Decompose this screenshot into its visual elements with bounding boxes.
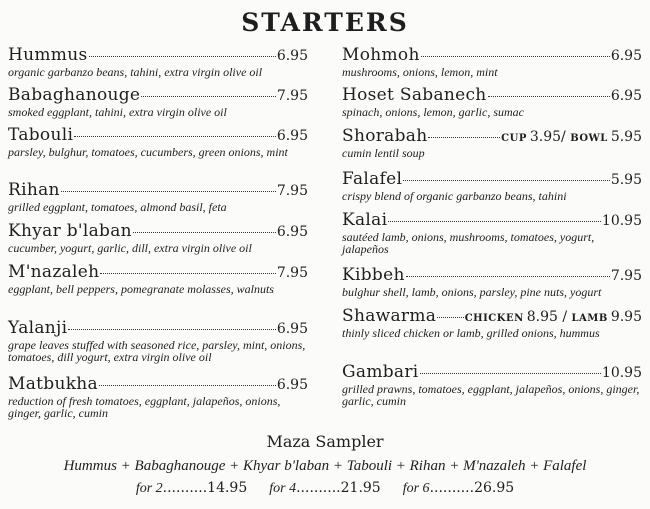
menu-item-header bbox=[342, 45, 642, 65]
menu-item bbox=[8, 262, 308, 295]
dot-leader bbox=[99, 385, 276, 386]
item-name: Hummus bbox=[8, 45, 88, 65]
item-description: eggplant, bell peppers, pomegranate molasses, walnuts bbox=[8, 282, 274, 296]
item-name: Kalai bbox=[342, 210, 388, 230]
menu-item bbox=[8, 318, 308, 363]
item-description: smoked eggplant, tahini, extra virgin olive oil bbox=[8, 105, 227, 119]
item-description: parsley, bulghur, tomatoes, cucumbers, green onions, mint bbox=[8, 145, 288, 159]
menu-item bbox=[342, 45, 642, 78]
item-price: 6.95 bbox=[276, 48, 308, 64]
item-description: grilled eggplant, tomatoes, almond basil, feta bbox=[8, 200, 227, 214]
item-description: organic garbanzo beans, tahini, extra virgin olive oil bbox=[8, 65, 263, 79]
dot-leader bbox=[74, 136, 276, 137]
item-name: M'nazaleh bbox=[8, 262, 100, 282]
sampler-prices bbox=[0, 480, 650, 497]
item-price: 5.95 bbox=[610, 172, 642, 188]
menu-item bbox=[342, 169, 642, 202]
item-price: 6.95 bbox=[276, 377, 308, 393]
item-price: 7.95 bbox=[276, 88, 308, 104]
dot-leader bbox=[61, 191, 276, 192]
dot-leader bbox=[420, 373, 601, 374]
dot-leader bbox=[133, 232, 276, 233]
sampler-price-label: for 4 bbox=[269, 481, 297, 496]
menu-item bbox=[342, 210, 642, 255]
menu-item-header bbox=[8, 318, 308, 338]
dot-leader bbox=[406, 276, 610, 277]
item-name: Babaghanouge bbox=[8, 85, 141, 105]
sampler-price-value: 26.95 bbox=[474, 480, 515, 496]
sampler-title: Maza Sampler bbox=[266, 432, 384, 451]
menu-item-header bbox=[8, 262, 308, 282]
item-name: Khyar b'laban bbox=[8, 221, 132, 241]
menu-item-header bbox=[8, 374, 308, 394]
item-price: 6.95 bbox=[610, 88, 642, 104]
item-description: cucumber, yogurt, garlic, dill, extra virgin olive oil bbox=[8, 241, 252, 255]
menu-item bbox=[8, 374, 308, 419]
section-title: STARTERS bbox=[241, 8, 409, 37]
item-name: Kibbeh bbox=[342, 265, 405, 285]
sampler-price-2: for 2..........14.95 bbox=[135, 480, 248, 496]
item-description: bulghur shell, lamb, onions, parsley, pine nuts, yogurt bbox=[342, 285, 602, 299]
dot-leader bbox=[388, 221, 601, 222]
menu-item-header bbox=[8, 180, 308, 200]
sampler-price-value: 21.95 bbox=[340, 480, 381, 496]
item-price: 6.95 bbox=[610, 48, 642, 64]
sampler-price-label: for 2 bbox=[135, 481, 163, 496]
menu-item bbox=[8, 221, 308, 254]
item-name: Falafel bbox=[342, 169, 403, 189]
menu-item bbox=[342, 126, 642, 159]
option-label: BOWL bbox=[570, 133, 608, 144]
menu-item bbox=[342, 362, 642, 407]
menu-item-header bbox=[8, 85, 308, 105]
item-name: Shorabah bbox=[342, 126, 428, 146]
dot-leader bbox=[68, 329, 275, 330]
menu-item-header bbox=[342, 169, 642, 189]
menu-item bbox=[8, 125, 308, 158]
menu-item-header bbox=[342, 306, 642, 326]
menu-item-header bbox=[342, 210, 642, 230]
option-label: CUP bbox=[501, 133, 527, 144]
sampler-price-label: for 6 bbox=[402, 481, 430, 496]
menu-item bbox=[342, 85, 642, 118]
item-description: grape leaves stuffed with seasoned rice, parsley, mint, onions, tomatoes, dill yogurt, extra virgin olive oil bbox=[8, 338, 306, 364]
menu-item bbox=[342, 306, 642, 339]
dot-leader bbox=[421, 56, 610, 57]
item-name: Rihan bbox=[8, 180, 60, 200]
option-price: 3.95/ bbox=[529, 129, 566, 145]
option-label: CHICKEN bbox=[464, 313, 524, 324]
option-price: 8.95 / bbox=[526, 309, 568, 325]
item-price: 6.95 bbox=[276, 224, 308, 240]
menu-item-header bbox=[342, 265, 642, 285]
item-name: Mohmoh bbox=[342, 45, 420, 65]
dot-leader bbox=[437, 317, 464, 318]
menu-item-header bbox=[8, 221, 308, 241]
option-price: 5.95 bbox=[610, 129, 642, 145]
item-price: 7.95 bbox=[610, 268, 642, 284]
item-name: Tabouli bbox=[8, 125, 74, 145]
item-price: 6.95 bbox=[276, 128, 308, 144]
dot-leader bbox=[403, 180, 610, 181]
menu-item-header bbox=[8, 125, 308, 145]
item-price: 10.95 bbox=[601, 365, 642, 381]
dot-leader bbox=[89, 56, 276, 57]
sampler-price-value: 14.95 bbox=[207, 480, 248, 496]
item-price-options bbox=[501, 129, 642, 145]
item-name: Shawarma bbox=[342, 306, 437, 326]
dot-leader bbox=[100, 273, 275, 274]
menu-item bbox=[8, 45, 308, 78]
option-label: LAMB bbox=[571, 313, 608, 324]
item-name: Gambari bbox=[342, 362, 419, 382]
menu-item bbox=[8, 85, 308, 118]
item-price-options bbox=[465, 309, 642, 325]
item-description: cumin lentil soup bbox=[342, 146, 425, 160]
menu-item-header bbox=[8, 45, 308, 65]
menu-item bbox=[342, 265, 642, 298]
item-price: 10.95 bbox=[601, 213, 642, 229]
item-description: crispy blend of organic garbanzo beans, tahini bbox=[342, 189, 567, 203]
item-description: grilled prawns, tomatoes, eggplant, jalapeños, onions, ginger, garlic, cumin bbox=[342, 382, 640, 408]
menu-item-header bbox=[342, 362, 642, 382]
dot-leader bbox=[141, 96, 276, 97]
item-description: mushrooms, onions, lemon, mint bbox=[342, 65, 498, 79]
dot-leader bbox=[488, 96, 610, 97]
sampler-price-4: for 4..........21.95 bbox=[269, 480, 381, 496]
menu-item-header bbox=[342, 126, 642, 146]
sampler-price-6: for 6..........26.95 bbox=[402, 480, 515, 496]
menu-item-header bbox=[342, 85, 642, 105]
item-price: 7.95 bbox=[276, 265, 308, 281]
dot-leader bbox=[428, 137, 500, 138]
item-description: thinly sliced chicken or lamb, grilled onions, hummus bbox=[342, 326, 600, 340]
sampler-items: Hummus + Babaghanouge + Khyar b'laban + Tabouli + Rihan + M'nazaleh + Falafel bbox=[63, 458, 587, 474]
item-name: Matbukha bbox=[8, 374, 98, 394]
item-price: 6.95 bbox=[276, 321, 308, 337]
item-description: spinach, onions, lemon, garlic, sumac bbox=[342, 105, 524, 119]
item-description: reduction of fresh tomatoes, eggplant, jalapeños, onions, ginger, garlic, cumin bbox=[8, 394, 281, 420]
option-price: 9.95 bbox=[610, 309, 642, 325]
menu-item bbox=[8, 180, 308, 213]
item-name: Hoset Sabanech bbox=[342, 85, 487, 105]
item-description: sautéed lamb, onions, mushrooms, tomatoes, yogurt, jalapeños bbox=[342, 230, 595, 256]
item-name: Yalanji bbox=[8, 318, 68, 338]
item-price: 7.95 bbox=[276, 183, 308, 199]
